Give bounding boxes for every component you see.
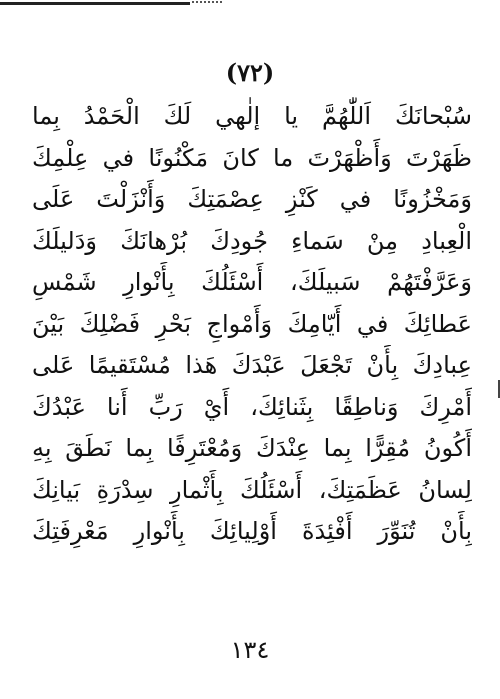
text-line: سُبْحانَكَ اَللّٰهُمَّ يا إلٰهي لَكَ الْحَمْدُ بِما bbox=[32, 102, 472, 130]
text-line: وَعَرَّفْتَهُمْ سَبيلَكَ، أَسْئَلُكَ بِأَنْوارِ شَمْسِ bbox=[32, 268, 472, 296]
text-line: أَكُونُ مُقِرًّا بِما عِنْدَكَ وَمُعْتَرِفًا بِما نَطَقَ بِهِ bbox=[32, 434, 472, 462]
text-line: وَمَخْزُونًا في كَنْزِ عِصْمَتِكَ وَأَنْزَلْتَ عَلَى bbox=[32, 185, 472, 213]
text-line: عَطائِكَ في أَيّامِكَ وَأَمْواجِ بَحْرِ فَضْلِكَ بَيْنَ bbox=[32, 309, 472, 338]
page-marker: (٧٢) bbox=[225, 58, 275, 87]
top-dots bbox=[192, 1, 222, 7]
body-text bbox=[32, 96, 472, 553]
text-line: أَمْرِكَ وَناطِقًا بِثَنائِكَ، أَيْ رَبِّ أَنا عَبْدُكَ bbox=[32, 392, 472, 421]
text-line: عِبادِكَ بِأَنْ تَجْعَلَ عَبْدَكَ هَذا مُسْتَقيمًا عَلى bbox=[32, 351, 472, 379]
top-rule bbox=[0, 2, 190, 5]
text-line: لِسانُ عَظَمَتِكَ، أَسْئَلُكَ بِأَثْمارِ سِدْرَةِ بَيانِكَ bbox=[32, 475, 472, 504]
text-line: بِأَنْ تُنَوِّرَ أَفْئِدَةَ أَوْلِيائِكَ بِأَنْوارِ مَعْرِفَتِكَ bbox=[32, 517, 472, 545]
page-number: ١٣٤ bbox=[230, 636, 270, 664]
text-line: ظَهَرْتَ وَأَظْهَرْتَ ما كانَ مَكْنُونًا في عِلْمِكَ bbox=[32, 143, 472, 172]
text-line: الْعِبادِ مِنْ سَماءِ جُودِكَ بُرْهانَكَ وَدَليلَكَ bbox=[32, 226, 472, 255]
